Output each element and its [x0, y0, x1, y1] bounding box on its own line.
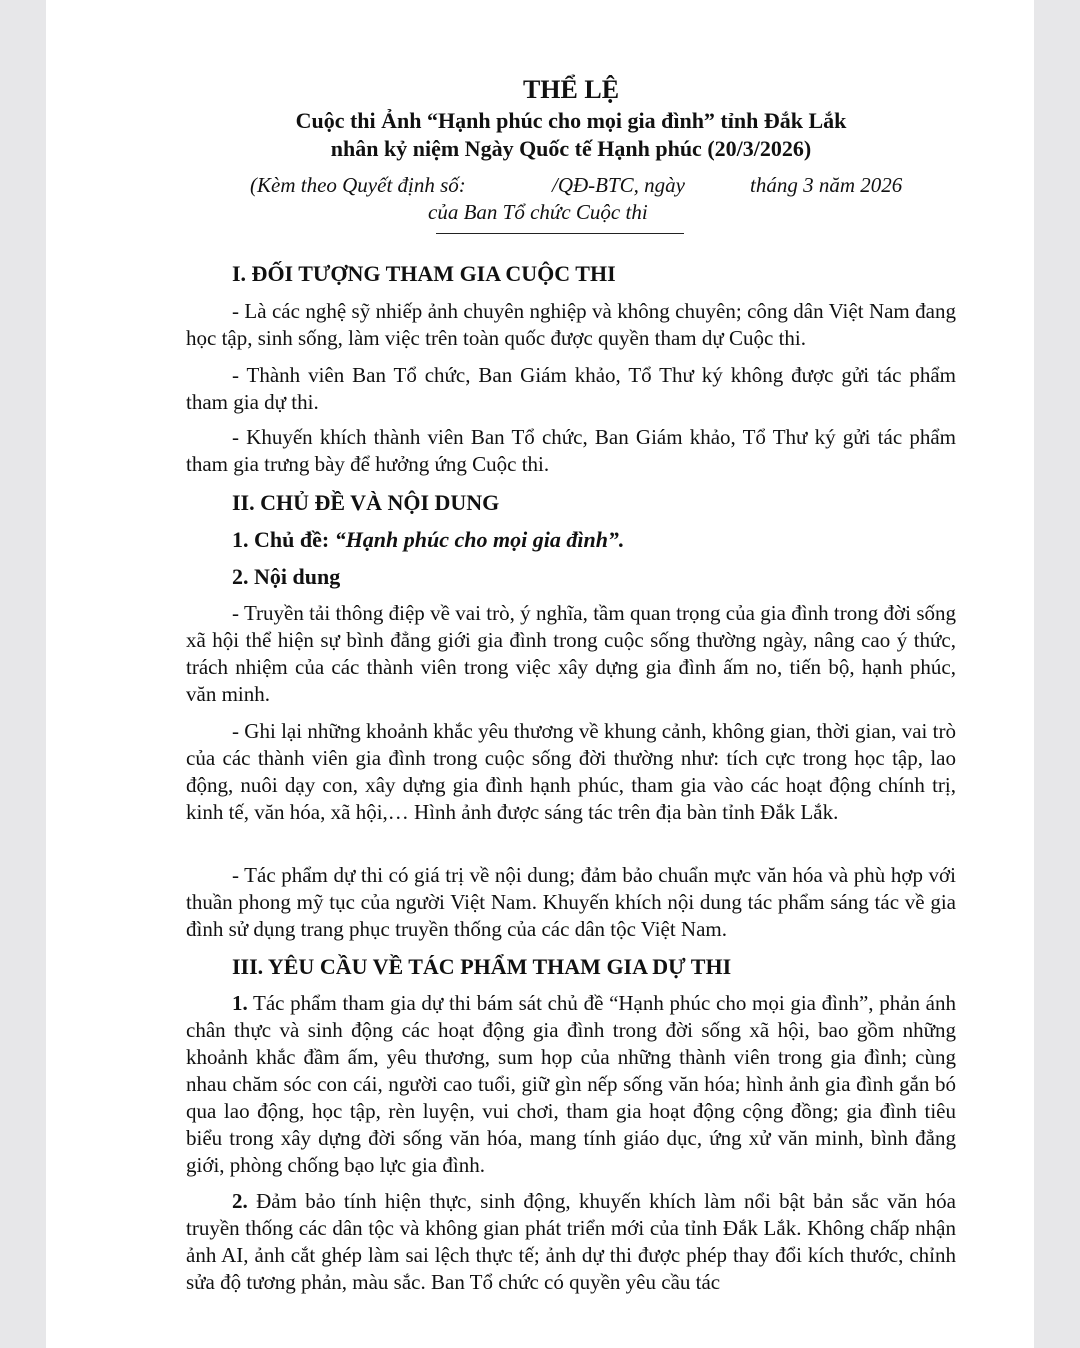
section-3-item-2 [186, 1188, 956, 1296]
section-1-paragraph-2: - Thành viên Ban Tổ chức, Ban Giám khảo, Tổ Thư ký không được gửi tác phẩm tham gia dự thi. [186, 363, 956, 414]
section-2-paragraph-3: - Tác phẩm dự thi có giá trị về nội dung; đảm bảo chuẩn mực văn hóa và phù hợp với thuần phong mỹ tục của người Việt Nam. Khuyến khích nội dung tác phẩm sáng tác về gia đình sử dụng trang phục truyền thống của các dân tộc Việt Nam. [186, 863, 956, 941]
section-1-paragraph-3: - Khuyến khích thành viên Ban Tổ chức, Ban Giám khảo, Tổ Thư ký gửi tác phẩm tham gia trưng bày để hưởng ứng Cuộc thi. [186, 425, 956, 476]
content-subheading: 2. Nội dung [232, 564, 341, 589]
theme-value: “Hạnh phúc cho mọi gia đình”. [334, 527, 625, 552]
decision-note-prefix: (Kèm theo Quyết định số: [250, 173, 466, 197]
section-2-paragraph-1: - Truyền tải thông điệp về vai trò, ý nghĩa, tầm quan trọng của gia đình trong đời sống xã hội thể hiện sự bình đẳng giới gia đình trong cuộc sống thường ngày, nâng cao ý thức, trách nhiệm của các thành viên trong việc xây dựng gia đình ấm no, tiến bộ, hạnh phúc, văn minh. [186, 601, 956, 706]
section-1-paragraph-1: - Là các nghệ sỹ nhiếp ảnh chuyên nghiệp và không chuyên; công dân Việt Nam đang học tập, sinh sống, làm việc trên toàn quốc được quyền tham dự Cuộc thi. [186, 299, 956, 350]
decision-note-issuer: của Ban Tổ chức Cuộc thi [428, 200, 648, 224]
item-2-text: Đảm bảo tính hiện thực, sinh động, khuyến khích làm nổi bật bản sắc văn hóa truyền thống các dân tộc và không gian phát triển mới của tỉnh Đắk Lắk. Không chấp nhận ảnh AI, ảnh cắt ghép làm sai lệch thực tế; ảnh dự thi được phép thay đổi kích thước, chỉnh sửa độ tương phản, màu sắc. Ban Tổ chức có quyền yêu cầu tác [186, 1189, 956, 1294]
item-1-text: Tác phẩm tham gia dự thi bám sát chủ đề “Hạnh phúc cho mọi gia đình”, phản ánh chân thực và sinh động các hoạt động gia đình trong đời sống xã hội, bao gồm những khoảnh khắc đầm ấm, yêu thương, sum họp của những thành viên trong gia đình; cùng nhau chăm sóc con cái, người cao tuổi, giữ gìn nếp sống văn hóa; hình ảnh gia đình gắn bó qua lao động, học tập, rèn luyện, vui chơi, tham gia hoạt động cộng đồng; gia đình tiêu biểu trong xây dựng đời sống văn hóa, mang tính giáo dục, ứng xử văn minh, bình đẳng giới, phòng chống bạo lực gia đình. [186, 991, 956, 1177]
theme-line [232, 526, 624, 554]
document-subtitle-line-1: Cuộc thi Ảnh “Hạnh phúc cho mọi gia đình” tỉnh Đắk Lắk [295, 108, 847, 133]
decision-note-number: /QĐ-BTC, ngày [552, 173, 685, 197]
section-2-heading: II. CHỦ ĐỀ VÀ NỘI DUNG [232, 490, 500, 515]
section-1-heading: I. ĐỐI TƯỢNG THAM GIA CUỘC THI [232, 261, 616, 286]
header-divider [436, 233, 684, 234]
document-title: THỂ LỆ [522, 75, 620, 104]
decision-note-date: tháng 3 năm 2026 [750, 173, 903, 197]
document-subtitle-line-2: nhân kỷ niệm Ngày Quốc tế Hạnh phúc (20/3/2026) [330, 136, 812, 161]
document-page [46, 0, 1034, 1348]
item-2-number: 2. [232, 1189, 248, 1213]
theme-label: 1. Chủ đề: [232, 527, 335, 552]
section-3-item-1 [186, 990, 956, 1179]
section-2-paragraph-2: - Ghi lại những khoảnh khắc yêu thương về khung cảnh, không gian, thời gian, vai trò của các thành viên gia đình trong cuộc sống đời thường như: tích cực trong học tập, lao động, nuôi dạy con, xây dựng gia đình hạnh phúc, tham gia vào các hoạt động chính trị, kinh tế, văn hóa, xã hội,… Hình ảnh được sáng tác trên địa bàn tỉnh Đắk Lắk. [186, 719, 956, 824]
section-3-heading: III. YÊU CẦU VỀ TÁC PHẨM THAM GIA DỰ THI [232, 954, 732, 979]
item-1-number: 1. [232, 991, 248, 1015]
